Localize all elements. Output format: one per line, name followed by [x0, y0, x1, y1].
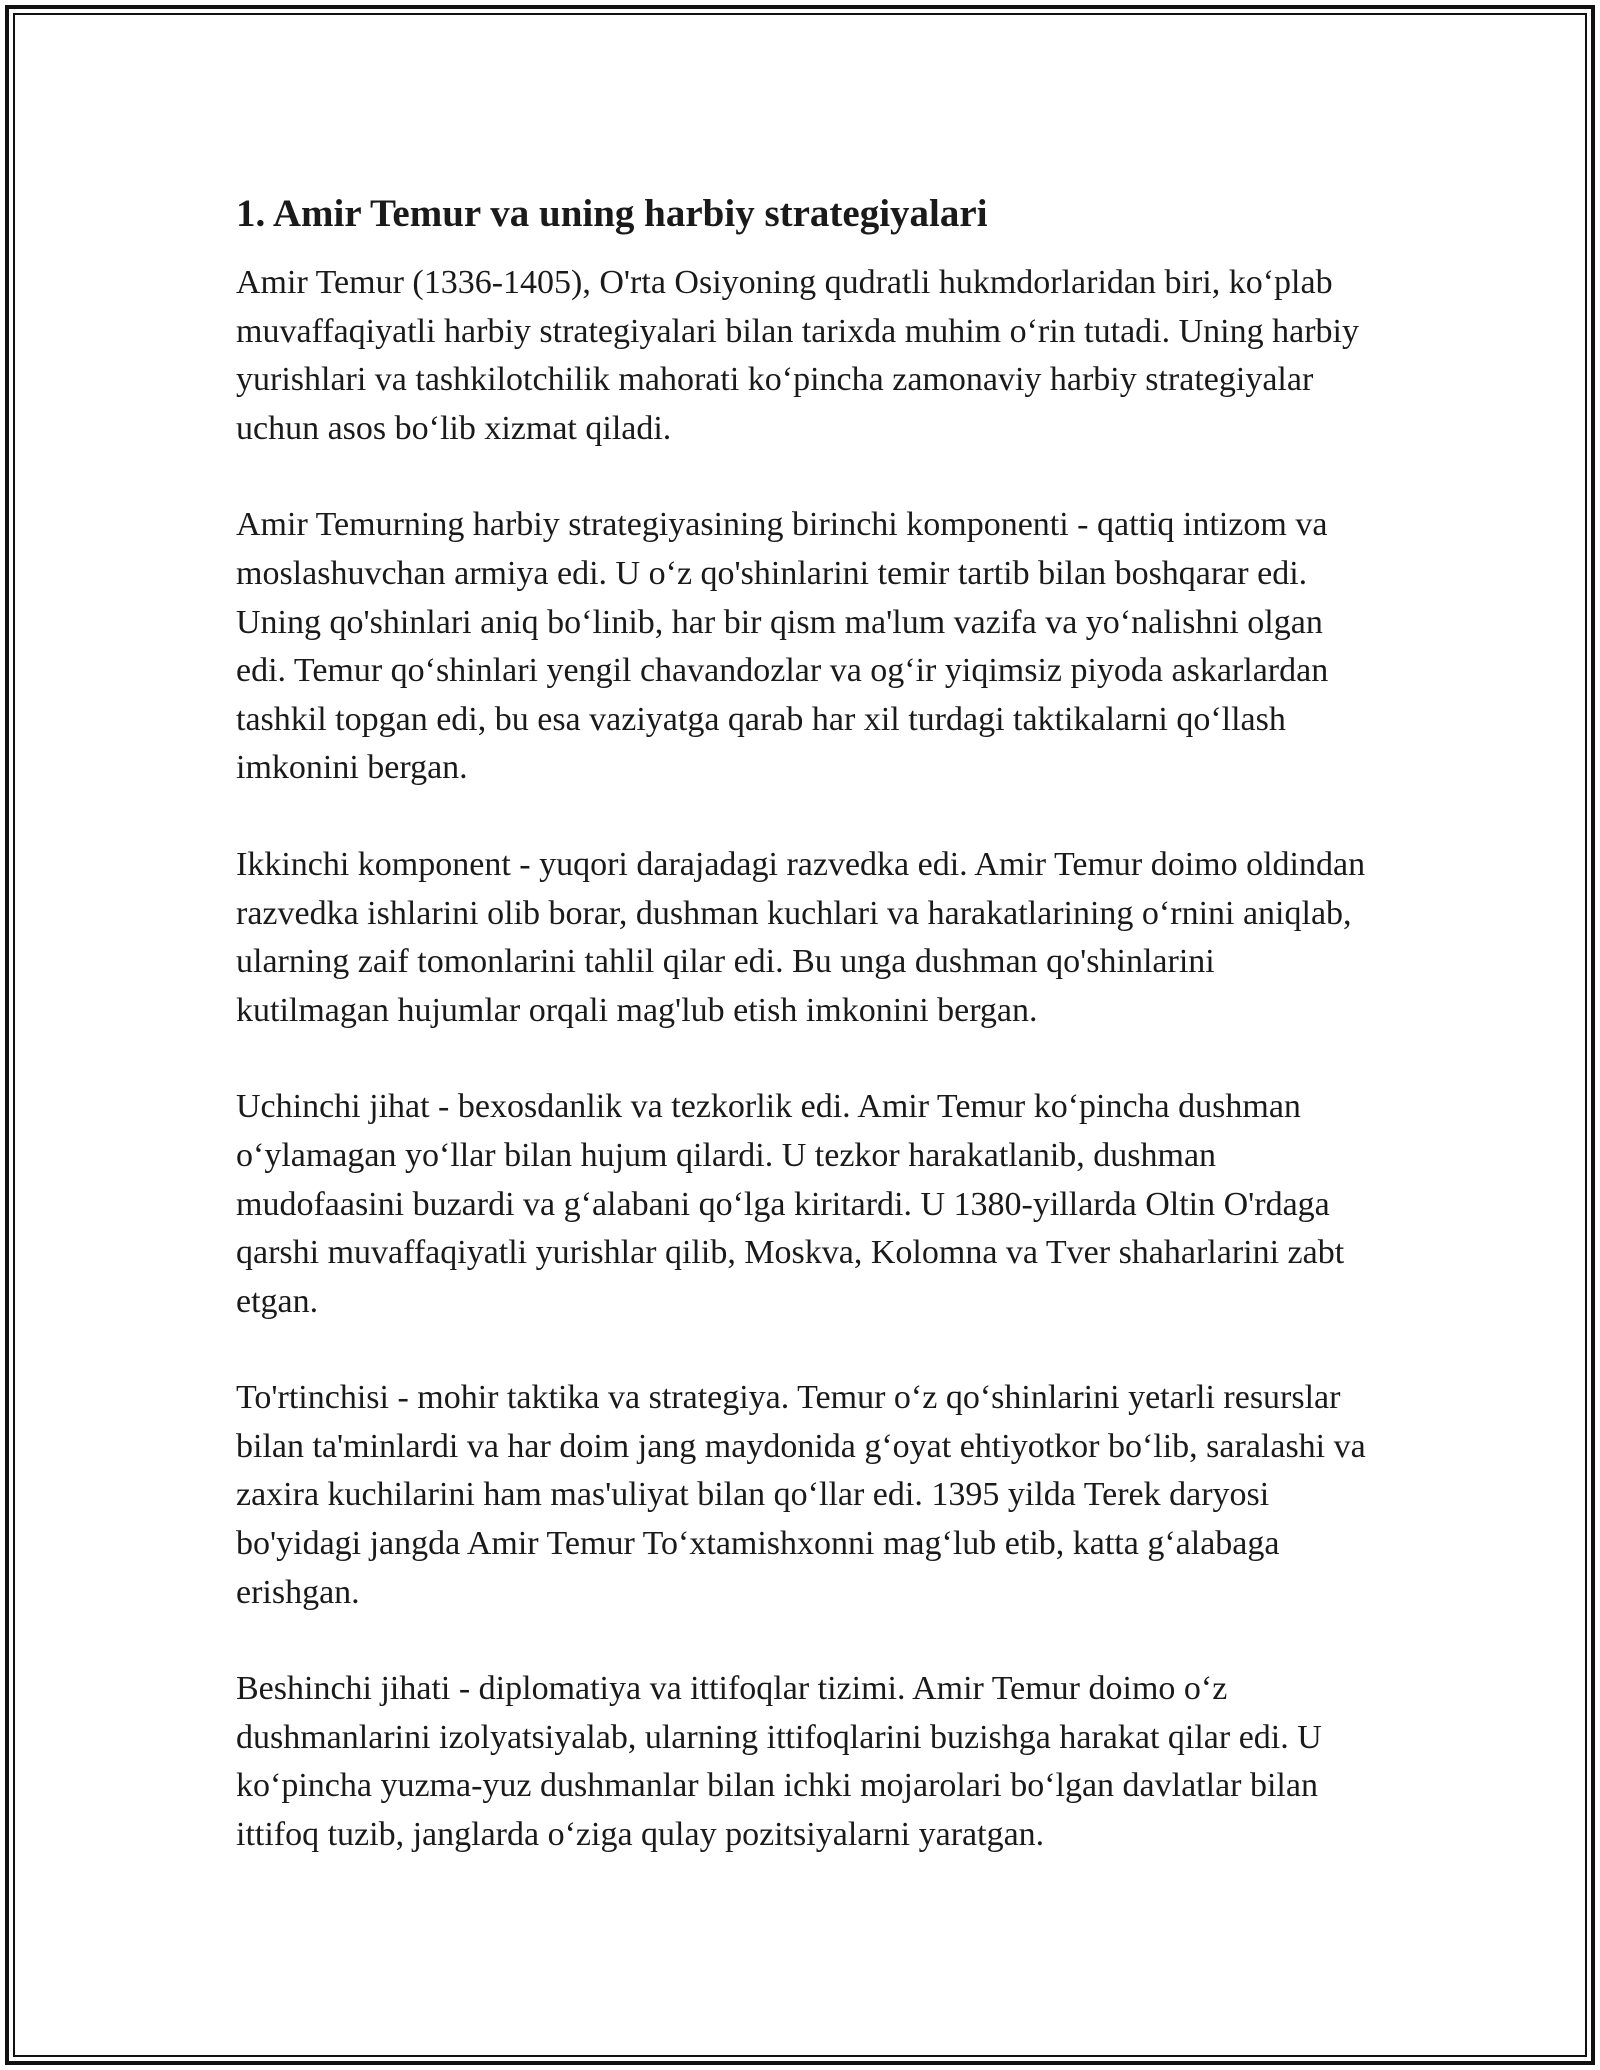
paragraph-second-component: Ikkinchi komponent - yuqori darajadagi razvedka edi. Amir Temur doimo oldindan razvedka ishlarini olib borar, dushman kuchlari va harakatlarining o‘rnini aniqlab, ularning zaif tomonlarini tahlil qilar edi. Bu unga dushman qo'shinlarini kutilmagan hujumlar orqali mag'lub etish imkonini bergan. — [236, 845, 1366, 1029]
document-body — [236, 188, 1376, 1860]
paragraph-third-aspect: Uchinchi jihat - bexosdanlik va tezkorlik edi. Amir Temur ko‘pincha dushman o‘ylamagan yo‘llar bilan hujum qilardi. U tezkor harakatlanib, dushman mudofaasini buzardi va g‘alabani qo‘lga kiritardi. U 1380-yillarda Oltin O'rdaga qarshi muvaffaqiyatli yurishlar qilib, Moskva, Kolomna va Tver shaharlarini zabt etgan. — [236, 1088, 1345, 1320]
section-heading: 1. Amir Temur va uning harbiy strategiyalari — [236, 192, 988, 235]
paragraph-fourth-aspect: To'rtinchisi - mohir taktika va strategiya. Temur o‘z qo‘shinlarini yetarli resurslar bilan ta'minlardi va har doim jang maydonida g‘oyat ehtiyotkor bo‘lib, saralashi va zaxira kuchilarini ham mas'uliyat bilan qo‘llar edi. 1395 yilda Terek daryosi bo'yidagi jangda Amir Temur To‘xtamishxonni mag‘lub etib, katta g‘alabaga erishgan. — [236, 1379, 1366, 1611]
paragraph-intro: Amir Temur (1336-1405), O'rta Osiyoning qudratli hukmdorlaridan biri, ko‘plab muvaffaqiyatli harbiy strategiyalari bilan tarixda muhim o‘rin tutadi. Uning harbiy yurishlari va tashkilotchilik mahorati ko‘pincha zamonaviy harbiy strategiyalar uchun asos bo‘lib xizmat qiladi. — [236, 264, 1359, 447]
paragraph-fifth-aspect: Beshinchi jihati - diplomatiya va ittifoqlar tizimi. Amir Temur doimo o‘z dushmanlarini izolyatsiyalab, ularning ittifoqlarini buzishga harakat qilar edi. U ko‘pincha yuzma-yuz dushmanlar bilan ichki mojarolari bo‘lgan davlatlar bilan ittifoq tuzib, janglarda o‘ziga qulay pozitsiyalarni yaratgan. — [236, 1670, 1322, 1854]
paragraph-first-component: Amir Temurning harbiy strategiyasining birinchi komponenti - qattiq intizom va moslashuvchan armiya edi. U o‘z qo'shinlarini temir tartib bilan boshqarar edi. Uning qo'shinlari aniq bo‘linib, har bir qism ma'lum vazifa va yo‘nalishni olgan edi. Temur qo‘shinlari yengil chavandozlar va og‘ir yiqimsiz piyoda askarlardan tashkil topgan edi, bu esa vaziyatga qarab har xil turdagi taktikalarni qo‘llash imkonini bergan. — [236, 506, 1329, 787]
